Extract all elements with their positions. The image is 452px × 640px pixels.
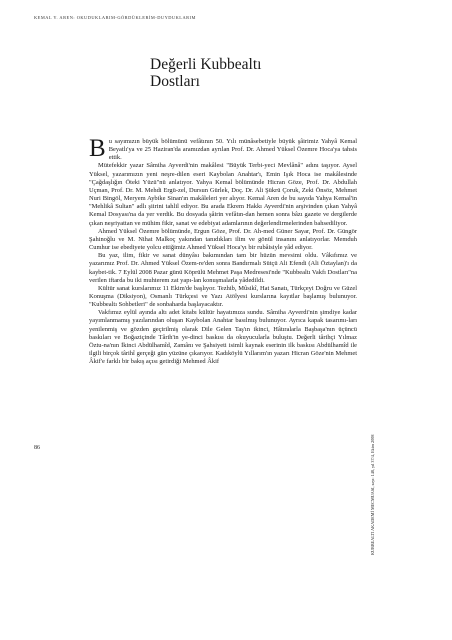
paragraph-6: Vakfımız eylül ayında altı adet kitabı kültür hayatımıza sundu. Sâmiha Ayverdi'nin şimdiye kadar yayımlanmamış yazılarından oluşan Kaybolan Anahtar basılmış bulunuyor. Ayrıca kapak tasarımı-ları yenilenmiş ve gözden geçirilmiş olarak Dile Gelen Taş'ın ikinci, Hâtıralarla Başbaşa'nın üçüncü baskıları ve Boğaziçinde Târih'in ye-dinci baskısı da okuyucularla buluştu. Değerli târihçi Yılmaz Öztu-na'nın İkinci Abdülhamîd, Zamânı ve Şahsiyeti isimli kaynak eserinin ilk baskısı Abdülhamîd ile ilgili birçok târihî gerçeği gün yüzüne çıkarıyor. Kadıköylü Yıllarım'ın yazarı Hicran Göze'nin Mehmet Âkif'e farklı bir bakış açısı getirdiği Mehmed Âkif — [89, 309, 357, 366]
side-credit: KUBBEALTI AKADEMİ MECMUASI, sayı: 148, yıl 37/4, Ekim 2008 — [370, 434, 375, 555]
title-line-2: Dostları — [150, 73, 200, 90]
paragraph-3: Ahmed Yüksel Özemre bölümünde, Ergun Göze, Prof. Dr. Ah-med Güner Sayar, Prof. Dr. Güngör Şahinoğlu ve M. Nihat Malkoç yakından tanıdıkları ilim ve gönül insanını anlatıyorlar. Memduh Cumhur ise ebediyete yolcu ettiğimiz Ahmed Yüksel Hoca'yı bir rubâisiyle yâd ediyor. — [89, 227, 357, 252]
title-line-1: Değerli Kubbealtı — [150, 56, 262, 73]
article-body — [89, 135, 357, 366]
article-title — [150, 56, 261, 90]
page-number: 86 — [34, 445, 40, 451]
running-head: KEMAL Y. AREN: OKUDUKLARIM-GÖRDÜKLERİM-DUYDUKLARIM — [34, 15, 196, 20]
paragraph-1-text: u sayımızın büyük bölümünü vefâtının 50. Yılı münâsebetiyle büyük şâirimiz Yahyâ Kemal Beyatlı'ya ve 25 Haziran'da aramızdan ayrılan Prof. Dr. Ahmed Yüksel Özemre Hoca'ya tahsis ettik. — [108, 138, 357, 162]
paragraph-4: Bu yaz, ilim, fikir ve sanat dünyâsı bakımından tam bir hüzün mevsimi oldu. Vâkıfımız ve yazarımız Prof. Dr. Ahmed Yüksel Özem-re'den sonra Bandırmalı Sütçü Ali Efendi (Ali Öztaylan)'ı da kaybet-tik. 7 Eylül 2008 Pazar günü Köprülü Mehmet Paşa Medresesi'nde "Kubbealtı Vakfı Dostları"na verilen iftarda bu iki muhterem zat yapı-lan konuşmalarla yâdedildi. — [89, 252, 357, 284]
paragraph-1 — [89, 135, 357, 162]
paragraph-5: Kültür sanat kurslarımız 11 Ekim'de başlıyor. Tezhib, Mûsikî, Hat Sanatı, Türkçeyi Doğru ve Güzel Konuşma (Diksiyon), Osmanlı Türkçesi ve Yazı Atölyesi kurslarına kayıtlar başlamış bulunuyor. "Kubbealtı Sohbetleri" de sonbaharda başlayacaktır. — [89, 284, 357, 309]
drop-cap: B — [89, 135, 106, 162]
paragraph-2: Mütefekkir yazar Sâmiha Ayverdi'nin makâlesi "Büyük Terbi-yeci Mevlânâ" adını taşıyor. Aysel Yüksel, yazarımızın yeni neşre-dilen eseri Kaybolan Anahtar'ı, Emin Işık Hoca ise makâlesinde "Çağdaşlığın Öteki Yüzü"nü anlatıyor. Yahya Kemal bölümünde Hicran Göze, Prof. Dr. Abdullah Uçman, Prof. Dr. M. Mehdi Ergü-zel, Dursun Gürlek, Doç. Dr. Ali Şükrü Çoruk, Zeki Önsöz, Mehmet Nuri Bingöl, Meryem Aybike Sinan'ın makâleleri yer alıyor. Kemal Aren de bu sayıda Yahya Kemal'in "Mehlikâ Sultan" adlı şiirini tahlil ediyor. Bu arada Ekrem Hakkı Ayverdi'nin arşivinden çıkan Yahyâ Kemal Dosyası'na da yer verdik. Bu dosyada şâirin vefâtın-dan hemen sonra bâzı gazete ve dergilerde çıkan neşriyattan ve mühim fikir, sanat ve edebiyat adamlarının değerlendirmelerinden bahsediliyor. — [89, 162, 357, 227]
